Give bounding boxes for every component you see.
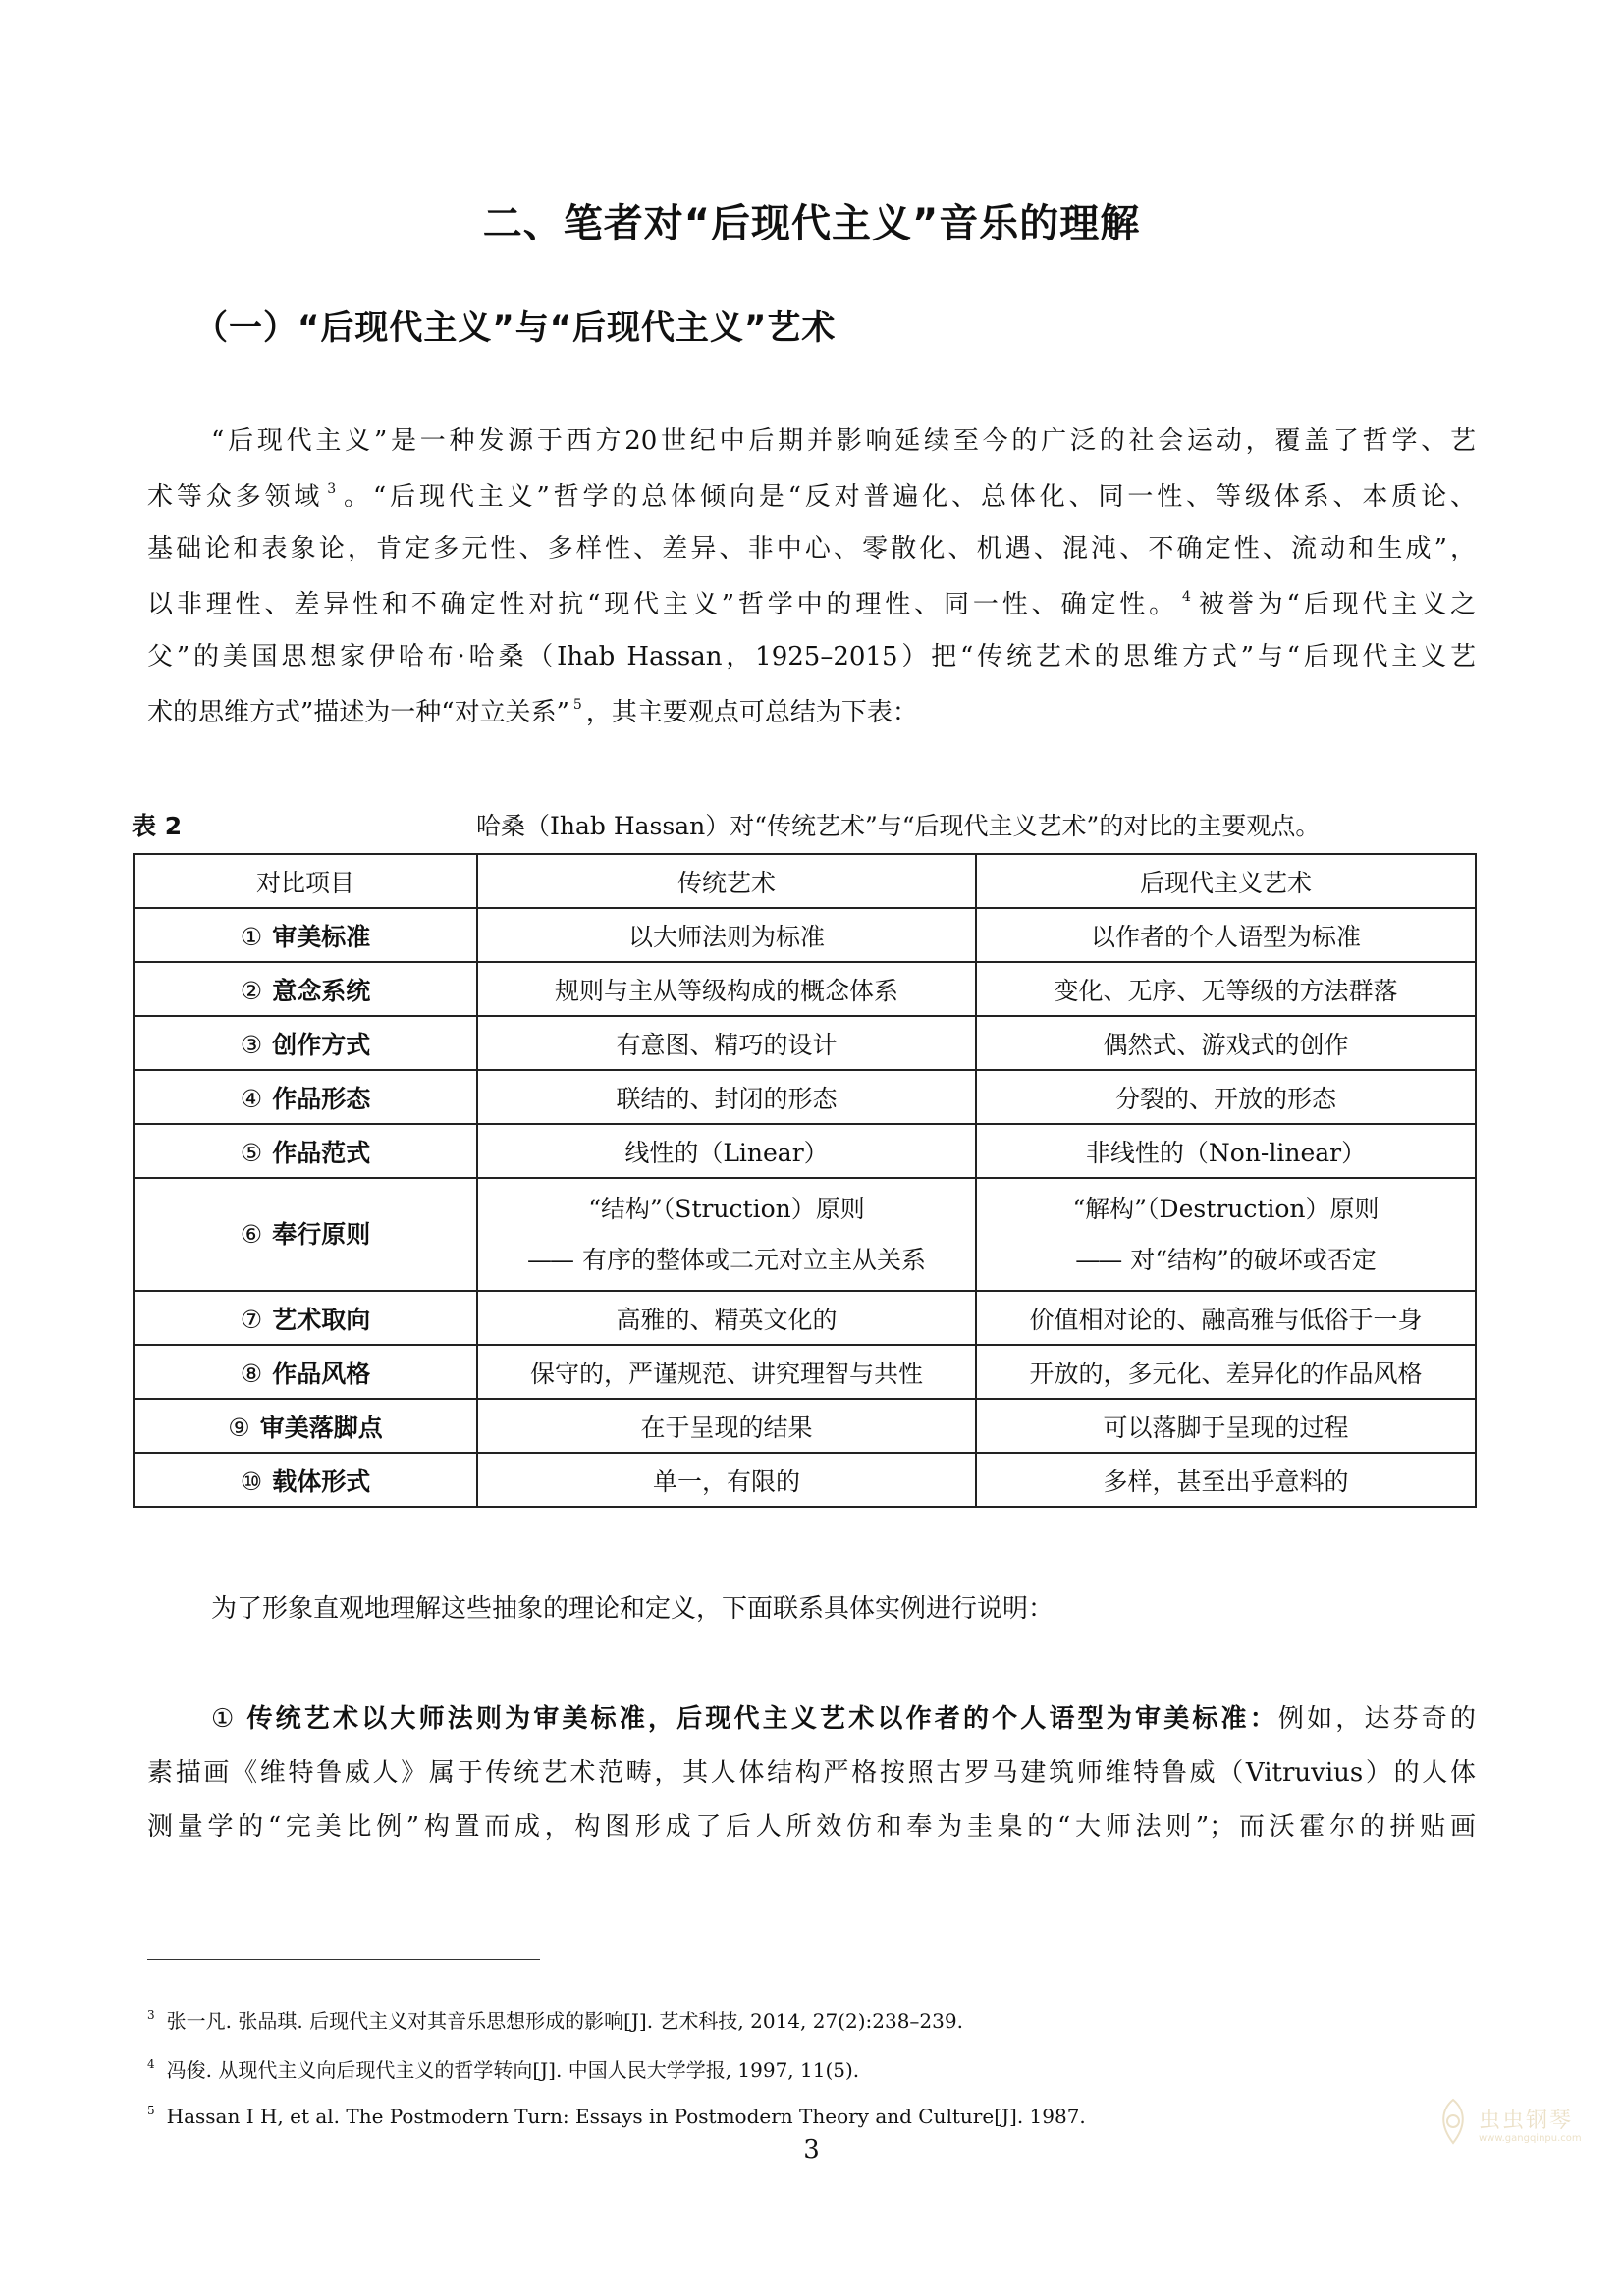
text-span: 例如，达芬奇的 [1277, 1704, 1476, 1734]
text-span: 素描画《维特鲁威人》属于传统艺术范畴，其人体结构严格按照古罗马建筑师维特鲁威（Vitruvius）的人体 [147, 1758, 1476, 1788]
comparison-table [133, 853, 1477, 1508]
text-span: ，其主要观点可总结为下表： [585, 698, 918, 727]
postmodern-cell: 可以落脚于呈现的过程 [976, 1399, 1476, 1453]
paragraph-line [147, 482, 1476, 509]
item-number: ⑦ [240, 1305, 263, 1334]
item-label: 审美标准 [272, 922, 371, 951]
postmodern-cell: 开放的，多元化、差异化的作品风格 [976, 1345, 1476, 1399]
text-span: 以非理性、差异性和不确定性对抗“现代主义”哲学中的理性、同一性、确定性。 [147, 590, 1179, 619]
postmodern-cell: 以作者的个人语型为标准 [976, 908, 1476, 962]
dash-mark: —— [526, 1245, 572, 1274]
item-cell [134, 1070, 477, 1124]
text-span: 术的思维方式”描述为一种“对立关系” [147, 698, 569, 727]
text-span: 有序的整体或二元对立主从关系 [581, 1245, 926, 1274]
item-number: ③ [240, 1030, 263, 1059]
table-row [134, 962, 1476, 1016]
table-row [134, 1124, 1476, 1178]
traditional-cell: 有意图、精巧的设计 [477, 1016, 976, 1070]
item-label: 奉行原则 [272, 1219, 371, 1249]
item-number: ⑧ [240, 1359, 263, 1388]
item-cell [134, 1124, 477, 1178]
text-span: “后现代主义”是一种发源于西方20世纪中后期并影响延续至今的广泛的社会运动，覆盖了哲学、艺 [211, 426, 1476, 455]
cell-line: “结构”（Struction）原则 [588, 1194, 865, 1223]
table-header-row [134, 854, 1476, 908]
table-caption: 哈桑（Ihab Hassan）对“传统艺术”与“后现代主义艺术”的对比的主要观点。 [476, 812, 1321, 840]
text-span: 为了形象直观地理解这些抽象的理论和定义，下面联系具体实例进行说明： [211, 1594, 1055, 1624]
postmodern-cell: 分裂的、开放的形态 [976, 1070, 1476, 1124]
cell-line [977, 1235, 1475, 1286]
table-row [134, 1345, 1476, 1399]
item-cell [134, 1399, 477, 1453]
footnote-mark: 4 [147, 2057, 155, 2071]
traditional-cell: 以大师法则为标准 [477, 908, 976, 962]
footnote-text: 冯俊. 从现代主义向后现代主义的哲学转向[J]. 中国人民大学学报, 1997, 11(5). [166, 2058, 860, 2082]
table-row [134, 1016, 1476, 1070]
traditional-cell: 在于呈现的结果 [477, 1399, 976, 1453]
bold-lead: 传统艺术以大师法则为审美标准，后现代主义艺术以作者的个人语型为审美标准： [246, 1704, 1278, 1734]
postmodern-cell: 偶然式、游戏式的创作 [976, 1016, 1476, 1070]
table-row [134, 1291, 1476, 1345]
item-label: 作品形态 [272, 1084, 371, 1113]
watermark [1434, 2096, 1581, 2155]
traditional-cell: 线性的（Linear） [477, 1124, 976, 1178]
paragraph-line [147, 698, 1476, 725]
table-row [134, 1178, 1476, 1291]
item-label: 载体形式 [272, 1467, 371, 1496]
paragraph-line [147, 1760, 1476, 1786]
item-cell [134, 1178, 477, 1291]
item-label: 艺术取向 [272, 1305, 371, 1334]
item-cell [134, 1291, 477, 1345]
text-span: 基础论和表象论，肯定多元性、多样性、差异、非中心、零散化、机遇、混沌、不确定性、流动和生成”， [147, 534, 1476, 563]
paragraph-line [147, 536, 1476, 561]
cell-line [478, 1235, 975, 1286]
item-cell [134, 1345, 477, 1399]
item-label: 作品范式 [272, 1138, 371, 1167]
text-span: 父”的美国思想家伊哈布·哈桑（Ihab Hassan，1925–2015）把“传统艺术的思维方式”与“后现代主义艺 [147, 642, 1476, 671]
column-header: 后现代主义艺术 [976, 854, 1476, 908]
text-span: 对“结构”的破坏或否定 [1130, 1245, 1377, 1274]
traditional-cell: 高雅的、精英文化的 [477, 1291, 976, 1345]
subsection-heading: （一）“后现代主义”与“后现代主义”艺术 [194, 308, 837, 347]
item-number: ② [240, 976, 263, 1005]
table-row [134, 1453, 1476, 1507]
item-label: 意念系统 [272, 976, 371, 1005]
item-label: 创作方式 [272, 1030, 371, 1059]
footnote-text: Hassan I H, et al. The Postmodern Turn: Essays in Postmodern Theory and Culture[J]. 1987. [166, 2105, 1086, 2128]
table-row [134, 908, 1476, 962]
footnote-ref[interactable]: 5 [572, 697, 582, 713]
item-number: ① [240, 922, 263, 951]
item-cell [134, 908, 477, 962]
paragraph-line [211, 1596, 1476, 1622]
traditional-cell: 保守的，严谨规范、讲究理智与共性 [477, 1345, 976, 1399]
traditional-cell: 联结的、封闭的形态 [477, 1070, 976, 1124]
traditional-cell: 单一，有限的 [477, 1453, 976, 1507]
paragraph-line [147, 644, 1476, 669]
item-number: ⑩ [240, 1467, 263, 1496]
traditional-cell [477, 1178, 976, 1291]
paragraph-line [211, 1706, 1476, 1732]
footnote-divider [147, 1959, 540, 1960]
watermark-url: www.gangqinpu.com [1479, 2133, 1582, 2144]
item-cell [134, 962, 477, 1016]
item-number: ⑥ [240, 1219, 263, 1249]
postmodern-cell: 变化、无序、无等级的方法群落 [976, 962, 1476, 1016]
item-label: 审美落脚点 [259, 1413, 383, 1442]
paragraph-line [147, 590, 1476, 617]
footnote-text: 张一凡. 张品琪. 后现代主义对其音乐思想形成的影响[J]. 艺术科技, 2014, 27(2):238–239. [166, 2009, 963, 2033]
footnote-ref[interactable]: 3 [327, 481, 337, 497]
table-row [134, 1399, 1476, 1453]
postmodern-cell: 非线性的（Non-linear） [976, 1124, 1476, 1178]
item-cell [134, 1453, 477, 1507]
footnote-mark: 5 [147, 2104, 155, 2117]
table-label: 表 2 [132, 812, 183, 840]
item-label: 作品风格 [272, 1359, 371, 1388]
postmodern-cell [976, 1178, 1476, 1291]
column-header: 传统艺术 [477, 854, 976, 908]
footnote-mark: 3 [147, 2008, 155, 2022]
paragraph-line [147, 1814, 1476, 1840]
column-header: 对比项目 [134, 854, 477, 908]
section-heading: 二、笔者对“后现代主义”音乐的理解 [482, 201, 1141, 246]
postmodern-cell: 多样，甚至出乎意料的 [976, 1453, 1476, 1507]
table-row [134, 1070, 1476, 1124]
item-number: ⑨ [228, 1413, 250, 1442]
footnote-ref[interactable]: 4 [1182, 589, 1191, 605]
watermark-text: 虫虫钢琴 [1479, 2109, 1574, 2133]
item-cell [134, 1016, 477, 1070]
item-number: ⑤ [240, 1138, 263, 1167]
footnote [147, 2055, 859, 2083]
watermark-logo-icon [1434, 2096, 1473, 2147]
footnote [147, 2104, 1086, 2128]
text-span: 。“后现代主义”哲学的总体倾向是“反对普遍化、总体化、同一性、等级体系、本质论、 [340, 482, 1476, 511]
text-span: 术等众多领域 [147, 482, 324, 511]
footnote [147, 2005, 963, 2034]
item-number: ① [211, 1704, 238, 1734]
postmodern-cell: 价值相对论的、融高雅与低俗于一身 [976, 1291, 1476, 1345]
text-span: 测量学的“完美比例”构置而成，构图形成了后人所效仿和奉为圭臬的“大师法则”；而沃霍尔的拼贴画 [147, 1812, 1476, 1842]
cell-line: “解构”（Destruction）原则 [1072, 1194, 1380, 1223]
paragraph-line [211, 428, 1476, 454]
text-span: 被誉为“后现代主义之 [1194, 590, 1476, 619]
dash-mark: —— [1075, 1245, 1121, 1274]
item-number: ④ [240, 1084, 263, 1113]
traditional-cell: 规则与主从等级构成的概念体系 [477, 962, 976, 1016]
page-number: 3 [803, 2135, 820, 2164]
